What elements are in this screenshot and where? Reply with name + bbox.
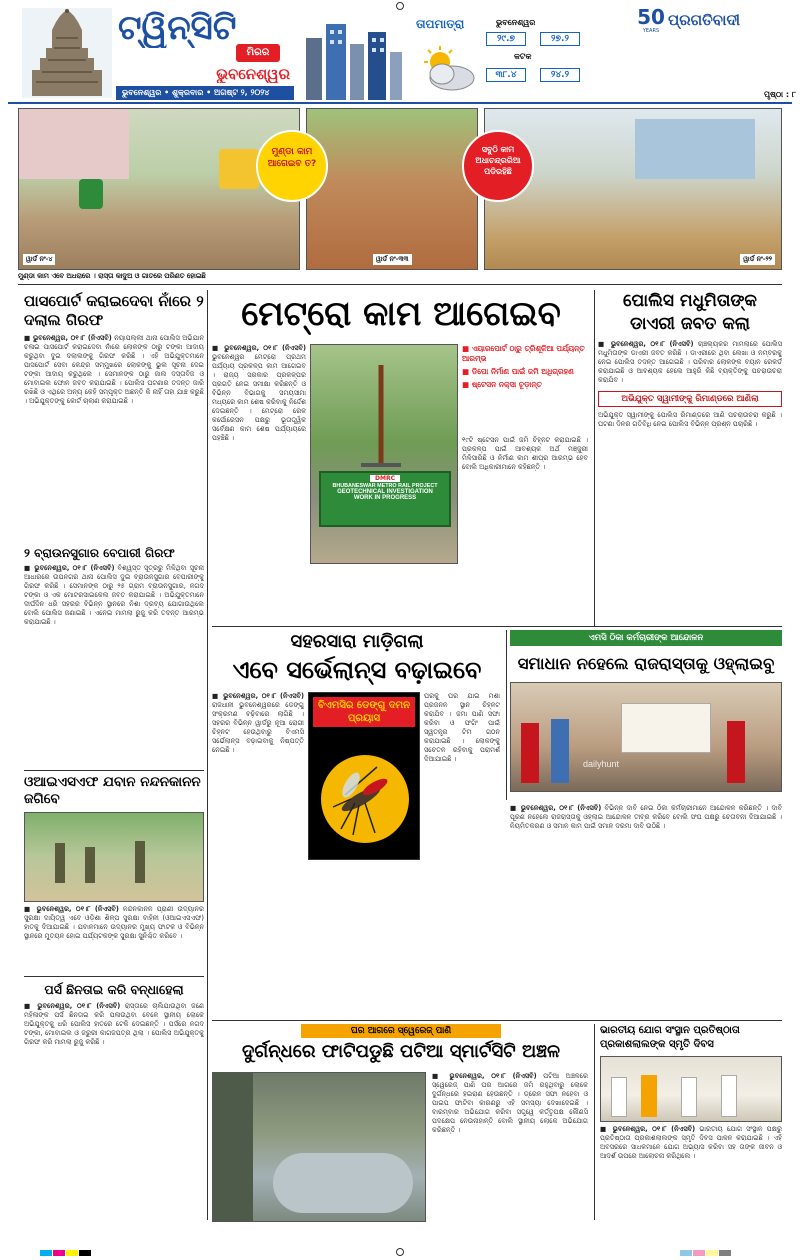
metro-site-photo xyxy=(310,344,458,564)
road-photo-2 xyxy=(306,108,478,270)
anniversary-badge xyxy=(636,6,666,36)
purse-headline: ପର୍ସ ଛିନତାଇ କରି ବନ୍ଧାହେଲା xyxy=(44,982,184,997)
rule-mid-band xyxy=(212,626,782,627)
dengue-graphic-title: ବିଏମସିର ଡେଙ୍ଗୁ ଦମନ ପ୍ରୟାସ xyxy=(313,697,415,727)
house-shape xyxy=(19,109,129,179)
weather-max-1-value: ୨୯.୭ xyxy=(497,34,515,44)
protester-figure-2 xyxy=(551,719,569,783)
article-passport xyxy=(24,292,204,542)
yoga-figure-1 xyxy=(611,1077,627,1117)
rule-below-photos xyxy=(18,284,782,285)
metro-bullets xyxy=(462,344,588,434)
temperature-title: ତାପମାତ୍ରା xyxy=(416,18,465,31)
swatch-light-cyan xyxy=(680,1250,692,1256)
sewage-photo xyxy=(212,1072,426,1222)
weather-city-1: ଭୁବନେଶ୍ୱର xyxy=(496,18,536,27)
police-diary-dateline: ■ ଭୁବନେଶ୍ୱର, ୦୧।୮ (ନିଏସବି) xyxy=(598,340,694,348)
sewage-water-shape xyxy=(273,1153,413,1213)
article-bapujinagar xyxy=(24,546,204,768)
ward-label-2: ୱାର୍ଡ ନଂ-୩୩ xyxy=(373,254,412,265)
bapujinagar-body-text: ବିଶ୍ୱସ୍ତ ସୂତ୍ରରୁ ମିଳିଥିବା ସୂଚନା ଆଧାରରେ ଉପନଗର ଥାନା ପୋଲିସ ଦୁଇ ବ୍ରାଉନସୁଗାର ବେପାରୀଙ୍କୁ ଗିରଫ କରିଛି । ସେମାନଙ୍କ ଠାରୁ ୨୫ ଗ୍ରାମ ବ୍ରାଉନସୁଗାର, ନଗଦ ଟଙ୍କା ଓ ଏକ ମୋଟରସାଇକେଲ ଜବତ କରାଯାଇଛି । ଅଭିଯୁକ୍ତମାନେ ଦୀର୍ଘଦିନ ଧରି ସହରର ବିଭିନ୍ନ ସ୍ଥାନରେ ନିଶା ଦ୍ରବ୍ୟ ଯୋଗାଉଥିଲେ ବୋଲି ପୋଲିସ ଜଣାଇଛି । ଏନେଇ ମାମଲା ରୁଜୁ କରି ତଦନ୍ତ ଆରମ୍ଭ କରାଯାଇଛି । xyxy=(24,564,204,626)
dengue-headline-2: ଏବେ ସର୍ଭେଲାନ୍ସ ବଢ଼ାଇବେ xyxy=(232,656,482,684)
mirror-badge xyxy=(236,44,280,62)
badge-metro-question-text: ମୁଣ୍ଡା କାମ ଆଗେଇବ ତ? xyxy=(267,147,317,169)
smart-city-body xyxy=(432,1072,588,1222)
smart-city-dateline: ■ ଭୁବନେଶ୍ୱର, ୦୧।୮ (ନିଏସବି) xyxy=(432,1072,537,1080)
metro-body-right-text: ୧୯ଟି ଷ୍ଟେସନ ପାଇଁ ଜମି ଚିହ୍ନଟ କରାଯାଇଛି । ପ୍ରକଳ୍ପ ପାଇଁ ଆବଶ୍ୟକ ଅର୍ଥ ମଞ୍ଜୁରୀ ମିଳିସାରିଛି ଓ ନିର୍ମାଣ କାମ ଶୀଘ୍ର ଆରମ୍ଭ ହେବ ବୋଲି ଅଧିକାରୀମାନେ କହିଛନ୍ତି । xyxy=(462,436,588,471)
rule-left-1 xyxy=(24,770,204,771)
osaf-body xyxy=(24,905,204,941)
section-title: ଟ୍ୱିନ୍‌ସିଟି xyxy=(118,8,237,48)
yoga-figure-3 xyxy=(681,1077,697,1117)
mts-tag: ଏମସି ଠିକା କର୍ମଚାରୀଙ୍କ ଆନ୍ଦୋଳନ xyxy=(510,630,782,646)
weather-min-1-value: ୨୭.୨ xyxy=(551,34,569,44)
purse-body-text: ରାସ୍ତାରେ ଚାଲିଯାଉଥିବା ଜଣେ ମହିଳାଙ୍କ ପର୍ସ ଛିନତାଇ କରି ପଳାଉଥିବା ବେଳେ ସ୍ଥାନୀୟ ଲୋକେ ଅଭିଯୁକ୍ତକୁ ଧରି ପୋଲିସ ହାତରେ ଟେକି ଦେଇଛନ୍ତି । ପର୍ସରେ ନଗଦ ଟଙ୍କା, ମୋବାଇଲ ଓ ଜରୁରୀ କାଗଜପତ୍ର ଥିଲା । ପୋଲିସ ଅଭିଯୁକ୍ତକୁ ଗିରଫ କରି ମାମଲା ରୁଜୁ କରିଛି । xyxy=(24,1002,204,1046)
road-photo-3 xyxy=(484,108,782,270)
color-bar-right xyxy=(680,1250,790,1258)
weather-max-2-value: ୩୮.୪ xyxy=(495,70,517,80)
ward-label-1: ୱାର୍ଡ ନଂ-୪ xyxy=(23,254,55,265)
registration-mark-bottom xyxy=(396,1248,404,1256)
dengue-graphic xyxy=(308,692,420,860)
metro-body-right xyxy=(462,436,588,616)
weather-city-2: କଟକ xyxy=(514,52,532,61)
yoga-figure-2 xyxy=(641,1075,657,1117)
metro-dateline: ■ ଭୁବନେଶ୍ୱର, ୦୧।୮ (ନିଏସବି) xyxy=(212,344,306,352)
swatch-grey xyxy=(719,1250,731,1256)
dengue-body-right-text: ଘରକୁ ଘର ଯାଇ ମଶା ପ୍ରଜନନ ସ୍ଥାନ ଚିହ୍ନଟ କରାଯିବ । ଜମା ପାଣି ସଫା କରିବା ଓ ଫଗିଂ ପାଇଁ ସ୍ୱତନ୍ତ୍ର ଟିମ ଗଠନ କରାଯାଇଛି । ଲୋକଙ୍କୁ ସଚେତନ ରହିବାକୁ ପରାମର୍ଶ ଦିଆଯାଇଛି । xyxy=(424,692,500,763)
masthead-rule xyxy=(8,102,792,104)
yoga-body-text: ଭାରତୀୟ ଯୋଗ ସଂସ୍ଥାନ ପକ୍ଷରୁ ପ୍ରତିଷ୍ଠାତା ପ୍ରକାଶଲାଲଙ୍କ ସ୍ମୃତି ଦିବସ ପାଳନ କରାଯାଇଛି । ଏହି ଅବସରରେ ସାଧକମାନେ ଯୋଗ ଅଭ୍ୟାସ କରିବା ସହ ତାଙ୍କ ଜୀବନ ଓ ଆଦର୍ଶ ଉପରେ ଆଲୋଚନା କରିଥିଲେ । xyxy=(600,1125,782,1160)
registration-mark-top xyxy=(396,2,404,10)
smart-city-headline: ଦୁର୍ଗନ୍ଧରେ ଫାଟିପଡୁଛି ପଟିଆ ସ୍ମାର୍ଟସିଟି ଅଞ୍ଚଳ xyxy=(242,1041,560,1062)
swatch-black xyxy=(79,1250,91,1256)
dateline-text: ଭୁବନେଶ୍ୱର • ଶୁକ୍ରବାର • ଅଗଷ୍ଟ ୨, ୨୦୨୪ xyxy=(122,88,270,97)
article-mts xyxy=(510,630,782,800)
mts-body xyxy=(510,804,782,831)
article-police-diary xyxy=(598,290,782,626)
article-metro xyxy=(212,290,590,622)
badge-metro-question xyxy=(256,130,328,202)
cloud-sun-icon xyxy=(416,44,480,94)
auto-rickshaw-shape xyxy=(79,179,103,209)
protester-figure-1 xyxy=(521,723,539,783)
board-line-4: WORK IN PROGRESS xyxy=(353,495,417,501)
dateline-bar xyxy=(116,86,294,100)
purse-dateline: ■ ଭୁବନେଶ୍ୱର, ୦୧।୮ (ନିଏସବି) xyxy=(24,1002,121,1010)
purse-body xyxy=(24,1002,204,1047)
color-bar-left xyxy=(40,1250,150,1258)
yoga-body xyxy=(600,1125,782,1161)
protester-figure-3 xyxy=(727,721,745,783)
mosquito-icon xyxy=(315,737,415,855)
article-smart-city xyxy=(212,1024,590,1224)
ward-label-3: ୱାର୍ଡ ନଂ-୨୨ xyxy=(740,254,775,265)
protest-banner-shape xyxy=(621,703,711,753)
swatch-light-yellow xyxy=(706,1250,718,1256)
mts-headline: ସମାଧାନ ନହେଲେ ରାଜରାସ୍ତାକୁ ଓହ୍ଲାଇବୁ xyxy=(517,654,775,673)
passport-dateline: ■ ଭୁବନେଶ୍ୱର, ୦୧।୮ (ନିଏସବି) xyxy=(24,334,112,342)
osaf-headline: ଓଆଇଏସଏଫ ଯବାନ ନନ୍ଦନକାନନ ଜଗିବେ xyxy=(24,774,201,807)
dengue-dateline: ■ ଭୁବନେଶ୍ୱର, ୦୧।୮ (ନିଏସବି) xyxy=(212,692,304,700)
yoga-figure-4 xyxy=(721,1075,737,1117)
guard-figure-1 xyxy=(55,843,65,883)
column-rule-dengue xyxy=(506,630,507,800)
weather-min-2-value: ୨୪.୨ xyxy=(550,70,570,80)
dengue-headline-1: ସହରସାରା ମାଡ଼ିଗଲା xyxy=(290,631,424,652)
swatch-magenta xyxy=(53,1250,65,1256)
column-rule-yoga xyxy=(594,1024,595,1220)
metro-bullet-2: ■ ଡିପୋ ନିର୍ମାଣ ପାଇଁ ଜମି ଅଧିଗ୍ରହଣ xyxy=(462,367,574,376)
weather-min-1 xyxy=(540,32,580,46)
mts-dateline: ■ ଭୁବନେଶ୍ୱର, ୦୧।୮ (ନିଏସବି) xyxy=(510,804,602,812)
dengue-body-right xyxy=(424,692,500,992)
dengue-body-left-text: ରାଜଧାନୀ ଭୁବନେଶ୍ୱରରେ ଡେଙ୍ଗୁ ସଂକ୍ରମଣ ବଢ଼ିବାରେ ଲାଗିଛି । ସହରର ବିଭିନ୍ନ ୱାର୍ଡରୁ ନୂଆ ରୋଗୀ ଚିହ୍ନଟ ହେଉଥିବାରୁ ବିଏମସି ସର୍ଭେଲାନ୍ସ ବଢ଼ାଇବାକୁ ନିଷ୍ପତ୍ତି ନେଇଛି । xyxy=(212,701,304,754)
passport-headline: ପାସପୋର୍ଟ କରାଇଦେବା ନାଁରେ ୨ ଦଲାଲ ଗିରଫ xyxy=(24,292,204,329)
article-mts-body xyxy=(510,804,782,944)
metro-bullet-3: ■ ଷ୍ଟେସନ ନକ୍ସା ଚୂଡ଼ାନ୍ତ xyxy=(462,380,542,389)
weather-max-1 xyxy=(486,32,526,46)
page-label: ପୃଷ୍ଠା : ୮ xyxy=(764,90,796,99)
weather-panel xyxy=(410,16,590,100)
yoga-headline: ଭାରତୀୟ ଯୋଗ ସଂସ୍ଥାନ ପ୍ରତିଷ୍ଠାତା ପ୍ରକାଶଲାଲଙ୍କ ସ୍ମୃତି ଦିବସ xyxy=(600,1025,740,1050)
mirror-badge-text: ମିରର xyxy=(246,47,270,58)
mts-protest-photo xyxy=(510,682,782,792)
police-diary-body2: ଅଭିଯୁକ୍ତ ସ୍ୱାମୀଙ୍କୁ ପୋଲିସ ରିମାଣ୍ଡରେ ଆଣି ପଚରାଉଚରା କରୁଛି । ଘଟଣା ଦିନର ଗତିବିଧି ନେଇ ପୋଲିସ ବିଭିନ୍ନ ପ୍ରଶ୍ନ ପଚାରିଛି । xyxy=(598,411,782,428)
mts-photo-mark: dailyhunt xyxy=(583,759,620,769)
police-diary-body xyxy=(598,340,782,385)
badge-incomplete-work xyxy=(462,130,534,202)
passport-body-text: ନୟାପଲ୍ଲୀ ଥାନା ପୋଲିସ ଅଭିଯାନ ଚଳାଇ ପାସପୋର୍ଟ କରାଇଦେବା ନାଁରେ ଲୋକଙ୍କ ଠାରୁ ଟଙ୍କା ଆଦାୟ କରୁଥିବା ଦୁଇ ଦଲାଲଙ୍କୁ ଗିରଫ କରିଛି । ଏହି ଅଭିଯୁକ୍ତମାନେ ପାସପୋର୍ଟ ସେବା କେନ୍ଦ୍ର ସମ୍ମୁଖରେ ଲୋକଙ୍କୁ ଭୁଲ ସୂଚନା ଦେଇ ଟଙ୍କା ଆଦାୟ କରୁଥିଲେ । ସେମାନଙ୍କ ଠାରୁ ଜାଲ ଦସ୍ତାବିଜ ଓ ମୋବାଇଲ ଫୋନ ଜବତ କରାଯାଇଛି । ପୋଲିସ ଘଟଣାର ତଦନ୍ତ ଜାରି ରଖିଛି ଓ ଏଥିରେ ଅନ୍ୟ କେହି ସମ୍ପୃକ୍ତ ଅଛନ୍ତି କି ନାହିଁ ତାହା ଯାଞ୍ଚ କରୁଛି । ଅଭିଯୁକ୍ତଙ୍କୁ କୋର୍ଟ ଚାଲାଣ କରାଯାଇଛି । xyxy=(24,334,204,405)
dengue-body-left xyxy=(212,692,304,992)
swatch-cyan xyxy=(40,1250,52,1256)
rule-lower-band xyxy=(212,1020,782,1021)
smart-city-tag: ଘର ଆଗରେ ସ୍ୱେରେଜ୍ ପାଣି xyxy=(301,1024,501,1038)
metro-body-left xyxy=(212,344,306,614)
road-photo-1 xyxy=(18,108,300,270)
column-rule-left xyxy=(207,290,208,1220)
yoga-photo xyxy=(600,1056,782,1122)
yoga-dateline: ■ ଭୁବନେଶ୍ୱର, ୦୧।୮ (ନିଏସବି) xyxy=(600,1125,696,1133)
lingaraj-temple-logo xyxy=(22,8,112,98)
police-diary-headline: ପୋଲିସ ମଧୁମିତାଙ୍କ ଡାଏରୀ ଜବତ କଲା xyxy=(623,291,757,334)
metro-bullet-1: ■ ଏୟାରପୋର୍ଟ ଠାରୁ ତ୍ରିଶୂଳିଆ ପର୍ଯ୍ୟନ୍ତ ଆରମ୍ଭ xyxy=(462,344,585,363)
bapujinagar-body xyxy=(24,564,204,627)
photo-strip-caption: ମୁଣ୍ଡା କାମ ଏବେ ଅଧରାରେ । ରାସ୍ତା କାଦୁଅ ଓ ଗାତରେ ପରିଣତ ହୋଇଛି xyxy=(18,272,206,280)
city-skyline-illustration xyxy=(296,18,406,100)
anniversary-sub: YEARS xyxy=(642,28,660,34)
masthead xyxy=(0,0,800,106)
excavator-shape xyxy=(219,149,259,189)
column-rule-mid xyxy=(594,290,595,626)
swatch-yellow xyxy=(66,1250,78,1256)
police-diary-subhead: ଅଭିଯୁକ୍ତ ସ୍ୱାମୀଙ୍କୁ ରିମାଣ୍ଡରେ ଆଣିଲା xyxy=(598,391,782,407)
weather-max-2 xyxy=(486,68,526,82)
bapujinagar-dateline: ■ ଭୁବନେଶ୍ୱର, ୦୧।୮ (ନିଏସବି) xyxy=(24,564,115,572)
passport-body xyxy=(24,334,204,406)
badge-incomplete-work-text: ସବୁଠି କାମ ଅଧାଚନ୍ଦ୍ରରିଆ ପଡିରହିଛି xyxy=(475,145,521,176)
osaf-photo xyxy=(24,812,204,902)
board-line-2: BHUBANESWAR METRO RAIL PROJECT xyxy=(332,483,438,489)
osaf-dateline: ■ ଭୁବନେଶ୍ୱର, ୦୧।୮ (ନିଏସବି) xyxy=(24,905,119,913)
drilling-rig-shape xyxy=(351,365,411,475)
osaf-body-text: ନନ୍ଦନକାନନ ପ୍ରାଣୀ ଉଦ୍ୟାନର ସୁରକ୍ଷା ଦାୟିତ୍ୱ ଏବେ ଓଡ଼ିଶା ଶିଳ୍ପ ସୁରକ୍ଷା ବାହିନୀ (ଓଆଇଏସଏଫ) ହାତକୁ ଦିଆଯାଇଛି । ଯବାନମାନେ ଉଦ୍ୟାନର ମୁଖ୍ୟ ଫାଟକ ଓ ବିଭିନ୍ନ ସ୍ଥାନରେ ମୁତୟନ ହୋଇ ପର୍ଯ୍ୟଟକଙ୍କ ସୁରକ୍ଷା ସୁନିଶ୍ଚିତ କରିବେ । xyxy=(24,905,204,940)
mts-body-text: ବିଭିନ୍ନ ଦାବି ନେଇ ଠିକା କର୍ମଚାରୀମାନେ ଆନ୍ଦୋଳନ କରିଛନ୍ତି । ଦାବି ପୂରଣ ନହେଲେ ରାଜରାସ୍ତାକୁ ଓହ୍ଲାଇ ଆନ୍ଦୋଳନ ତୀବ୍ର କରିବେ ବୋଲି ସଂଘ ପକ୍ଷରୁ ଚେତାବନୀ ଦିଆଯାଇଛି । ନିୟମିତକରଣ ଓ ସମାନ କାମ ପାଇଁ ସମାନ ଦରମା ଦାବି ଉଠିଛି । xyxy=(510,804,782,830)
guard-figure-2 xyxy=(85,847,95,883)
article-purse xyxy=(24,982,204,1218)
swatch-light-magenta xyxy=(693,1250,705,1256)
metro-headline: ମେଟ୍ରୋ କାମ ଆଗେଇବ xyxy=(241,294,561,334)
rule-left-2 xyxy=(24,976,204,977)
metro-body-left-text: ଭୁବନେଶ୍ୱର ମେଟ୍ରୋ ପ୍ରଥମ ପର୍ଯ୍ୟାୟ ପ୍ରକଳ୍ପ କାମ ଆଗେଇବ । ରାଜ୍ୟ ସରକାର ପ୍ରକଳ୍ପର ପ୍ରଗତି ନେଇ ସମୀକ୍ଷା କରିଛନ୍ତି ଓ ବିଭିନ୍ନ ବିଭାଗକୁ ସମୟସୀମା ମଧ୍ୟରେ କାମ ଶେଷ କରିବାକୁ ନିର୍ଦ୍ଦେଶ ଦେଇଛନ୍ତି । ମେଟ୍ରୋ ରେଳ କର୍ପୋରେସନ ପକ୍ଷରୁ ଭୂତାତ୍ତ୍ୱିକ ସର୍ବେକ୍ଷଣ କାମ ଶେଷ ପର୍ଯ୍ୟାୟରେ ପହଞ୍ଚିଛି । xyxy=(212,353,306,442)
building-shape xyxy=(635,119,755,179)
paper-name: ପ୍ରଗତିବାଦୀ xyxy=(668,12,741,29)
article-yoga xyxy=(600,1024,782,1224)
article-osaf xyxy=(24,774,204,970)
board-line-1: DMRC xyxy=(370,475,400,482)
top-photo-strip xyxy=(18,108,782,282)
wall-shape xyxy=(213,1073,253,1222)
weather-min-2 xyxy=(540,68,580,82)
bapujinagar-headline: ୨ ବ୍ରାଉନସୁଗାର ବେପାରୀ ଗିରଫ xyxy=(24,546,175,560)
police-diary-body-text: ଚାଞ୍ଚଲ୍ୟକର ମାମଲାରେ ପୋଲିସ ମଧୁମିତାଙ୍କ ଡାଏରୀ ଜବତ କରିଛି । ଡାଏରୀରେ ଥିବା ଲେଖା ଓ ନମ୍ବରକୁ ନେଇ ପୋଲିସ ତଦନ୍ତ ଆଗେଇଛି । ପରିବାର ଲୋକଙ୍କ ବୟାନ ରେକର୍ଡ କରାଯାଇଛି ଓ ଆବଶ୍ୟକ ହେଲେ ଆହୁରି କିଛି ବ୍ୟକ୍ତିଙ୍କୁ ପଚରାଉଚରା କରାଯିବ । xyxy=(598,340,782,384)
city-name: ଭୁବନେଶ୍ୱର xyxy=(216,66,290,83)
board-line-3: GEOTECHNICAL INVESTIGATION xyxy=(337,489,433,495)
anniversary-number: 50 xyxy=(637,6,665,29)
metro-project-board xyxy=(319,471,451,527)
smart-city-body-text: ପଟିଆ ଅଞ୍ଚଳରେ ସ୍ୱେରେଜ୍ ପାଣି ଘର ଆଗରେ ଜମି ରହୁଥିବାରୁ ଲୋକେ ଦୁର୍ଗନ୍ଧରେ ହଇରାଣ ହେଉଛନ୍ତି । ଡ୍ରେନ ସଫା ନହେବା ଓ ପାଇପ ଫାଟିବା କାରଣରୁ ଏହି ସମସ୍ୟା ଦେଖାଦେଇଛି । ବାରମ୍ବାର ଅଭିଯୋଗ କରିବା ସତ୍ତ୍ୱେ କର୍ତ୍ତୃପକ୍ଷ କୌଣସି ପଦକ୍ଷେପ ନେଉନାହାନ୍ତି ବୋଲି ସ୍ଥାନୀୟ ଲୋକେ ଅଭିଯୋଗ କରିଛନ୍ତି । xyxy=(432,1072,588,1134)
guard-figure-3 xyxy=(135,841,145,883)
